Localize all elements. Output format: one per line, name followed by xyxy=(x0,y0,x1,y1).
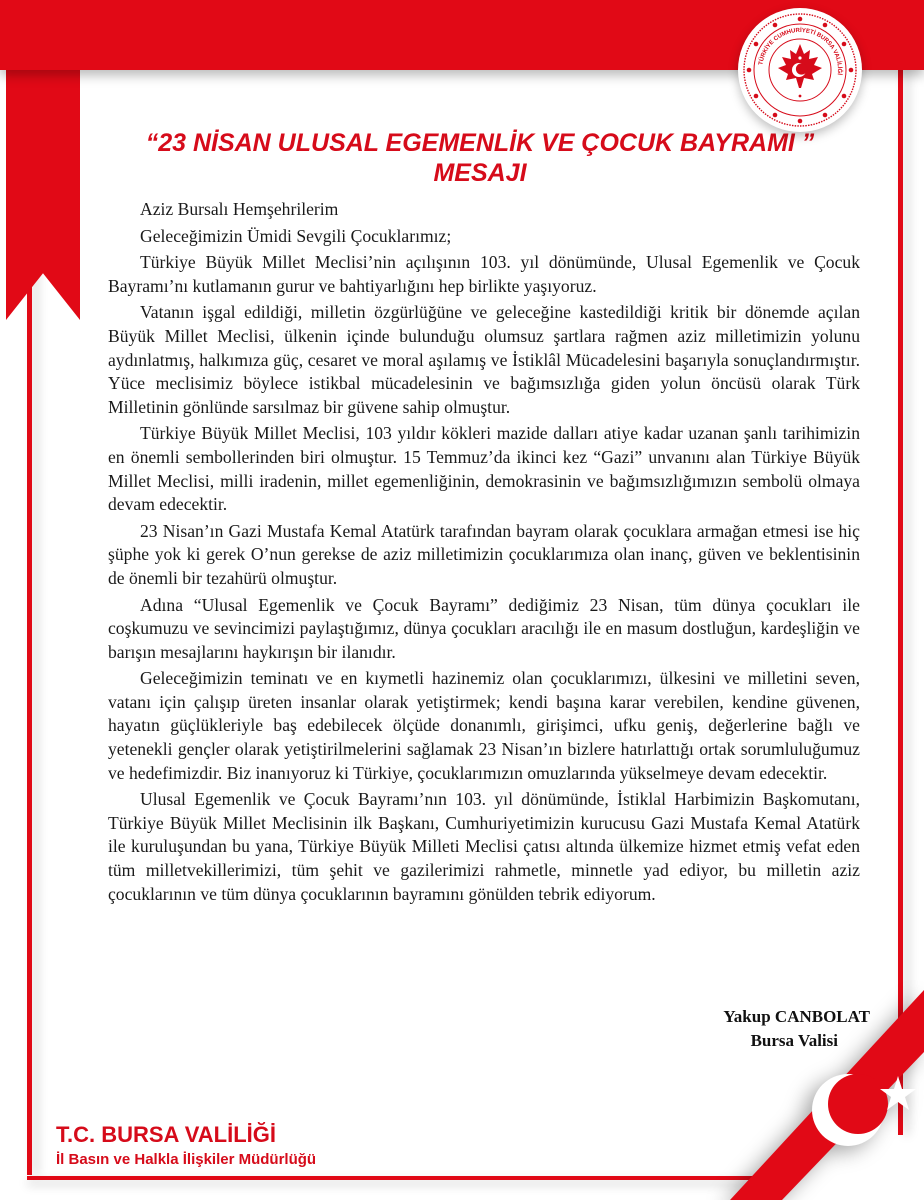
paragraph: Türkiye Büyük Millet Meclisi, 103 yıldır kökleri mazide dalları atiye kadar uzanan şanlı tarihimizin en önemli sembollerinden biri olmuştur. 15 Temmuz’da ikinci kez “Gazi” unvanını alan Türkiye Büyük Millet Meclisi, milli iradenin, millet egemenliğinin, demokrasinin ve bağımsızlığımızın sembolü olmaya devam edecektir. xyxy=(108,423,860,515)
emblem-ring-text: TÜRKİYE CUMHURİYETİ BURSA VALİLİĞİ xyxy=(758,27,843,76)
signatory-name: Yakup CANBOLAT xyxy=(723,1007,870,1026)
paragraph: Geleceğimizin teminatı ve en kıymetli hazinemiz olan çocuklarımızı, ülkesini ve milletini seven, vatanı için çalışıp üreten insanlar olarak yetiştirmek; kendi başına karar verebilen, kendine güvenen, hayatın güçlükleriyle baş edebilecek ölçüde donanımlı, girişimci, ufku geniş, değerlerine bağlı ve yetenekli gençler olarak yetiştirilmelerini sağlamak 23 Nisan’ın bizlere hatırlattığı ortak sorumluluğumuz ve hedefimizdir. Biz inanıyoruz ki Türkiye, çocuklarımızın omuzlarında yükselmeye devam edecektir. xyxy=(108,668,860,783)
bursa-valiligi-emblem-icon xyxy=(738,8,862,132)
frame-bottom-border xyxy=(27,1176,787,1180)
title-line-2: MESAJI xyxy=(433,159,527,187)
turkish-flag-crescent-star-icon xyxy=(730,990,924,1200)
paragraph: Ulusal Egemenlik ve Çocuk Bayramı’nın 103. yıl dönümünde, İstiklal Harbimizin Başkomutanı, Türkiye Büyük Millet Meclisinin ilk Başkanı, Cumhuriyetimizin kurucusu Gazi Mustafa Kemal Atatürk ile kuruluşundan bu yana, Türkiye Büyük Milleti Meclisi çatısı altında ülkemize hizmet etmiş vefat eden tüm milletvekillerimizi, tüm şehit ve gazilerimizi rahmetle, minnetle yad ediyor, bu milletin aziz çocuklarının ve tüm dünya çocuklarının bayramını gönülden tebrik ediyorum. xyxy=(108,789,860,904)
paragraph: Türkiye Büyük Millet Meclisi’nin açılışının 103. yıl dönümünde, Ulusal Egemenlik ve Çocuk Bayramı’nı kutlamanın gurur ve bahtiyarlığını hep birlikte yaşıyoruz. xyxy=(108,252,860,296)
red-ribbon-bookmark-icon xyxy=(6,60,80,320)
title-line-1: “23 NİSAN ULUSAL EGEMENLİK VE ÇOCUK BAYRAMI ” xyxy=(145,129,815,157)
paragraph: Vatanın işgal edildiği, milletin özgürlüğüne ve geleceğine kastedildiği kritik bir dönemde açılan Büyük Millet Meclisi, ülkenin içinde bulunduğu olumsuz şartlara rağmen aziz milletimizin yolunu aydınlatmış, halkımıza güç, cesaret ve moral aşılamış ve İstiklâl Mücadelesini başarıyla sonuçlandırmıştır. Yüce meclisimiz böylece istikbal mücadelesinin ve bağımsızlığa giden yolun öncüsü olarak Türk Milletinin gönlünde sarsılmaz bir güvene sahip olmuştur. xyxy=(108,302,860,417)
greeting-line-1: Aziz Bursalı Hemşehrilerim xyxy=(140,199,339,219)
paragraph: Adına “Ulusal Egemenlik ve Çocuk Bayramı” dediğimiz 23 Nisan, tüm dünya çocukları ile coşkumuzu ve sevincimizi paylaştığımız, dünya çocukları aracılığı ile en masum dostluğun, kardeşliğin ve barışın mesajlarını haykırışın bir ilanıdır. xyxy=(108,594,860,662)
page-title xyxy=(130,128,830,188)
paragraph: 23 Nisan’ın Gazi Mustafa Kemal Atatürk tarafından bayram olarak çocuklara armağan etmesi ise hiç şüphe yok ki gerek O’nun gerekse de aziz milletimizin çocuklarımıza olan inanç, güven ve beklentisinin de önemli bir tezahürü olmuştur. xyxy=(108,520,860,588)
signatory-title: Bursa Valisi xyxy=(750,1031,838,1050)
footer-organization: T.C. BURSA VALİLİĞİ xyxy=(56,1122,276,1147)
message-body xyxy=(108,198,860,909)
footer xyxy=(56,1122,316,1170)
greeting-line-2: Geleceğimizin Ümidi Sevgili Çocuklarımız; xyxy=(140,225,452,246)
footer-department: İl Basın ve Halkla İlişkiler Müdürlüğü xyxy=(56,1151,317,1168)
frame-right-border xyxy=(898,60,903,1135)
